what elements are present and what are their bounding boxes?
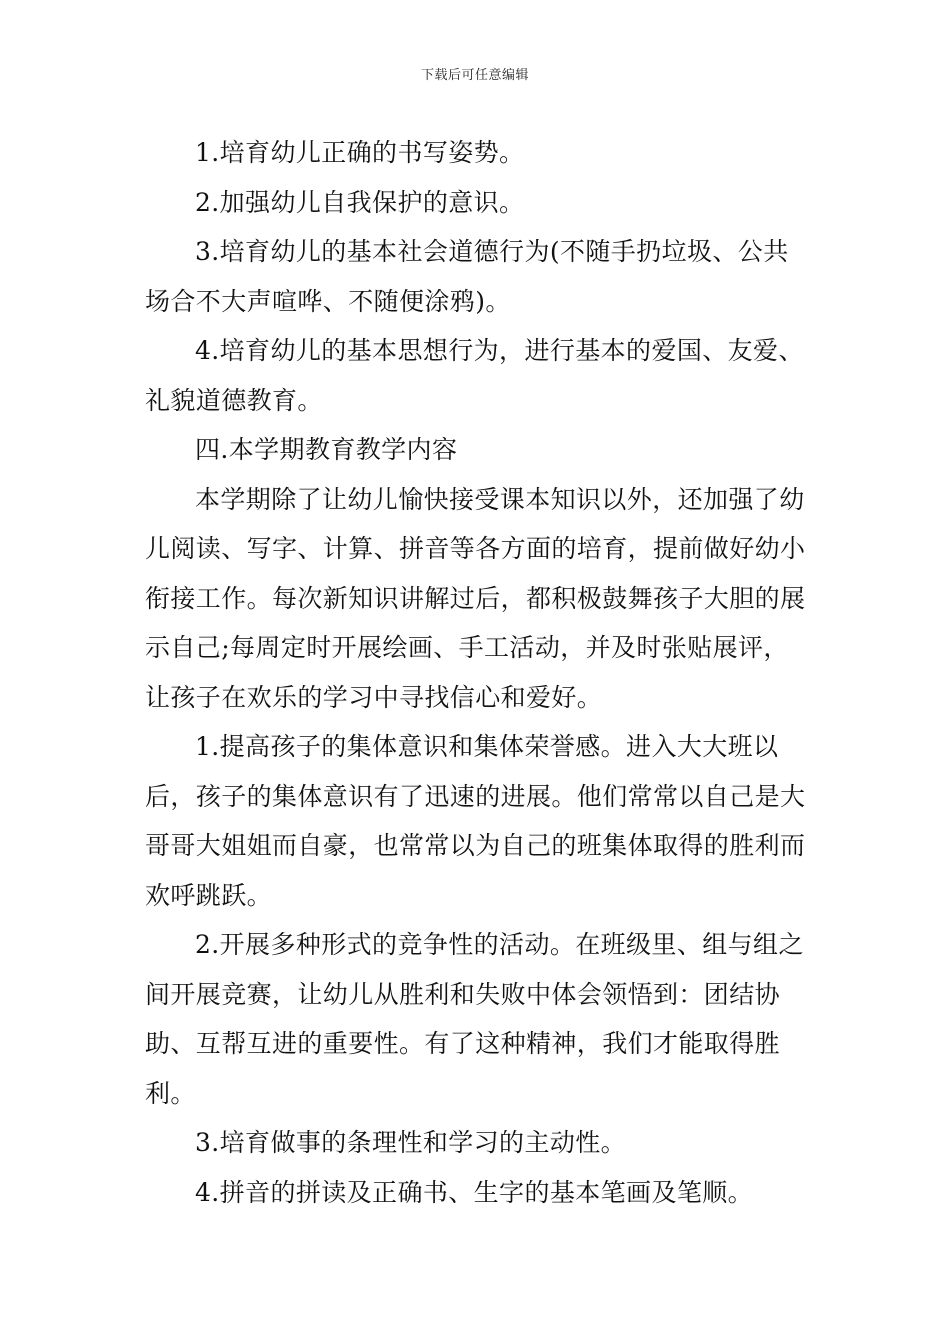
paragraph: 3.培育做事的条理性和学习的主动性。	[195, 1128, 627, 1157]
paragraph: 3.培育幼儿的基本社会道德行为(不随手扔垃圾、公共场合不大声喧哗、不随便涂鸦)。	[145, 237, 789, 316]
paragraph: 1.提高孩子的集体意识和集体荣誉感。进入大大班以后，孩子的集体意识有了迅速的进展。他们常常以自己是大哥哥大姐姐而自豪，也常常以为自己的班集体取得的胜利而欢呼跳跃。	[145, 732, 806, 910]
document-body	[145, 128, 810, 1217]
paragraph: 4.拼音的拼读及正确书、生字的基本笔画及笔顺。	[195, 1177, 754, 1207]
paragraph: 4.培育幼儿的基本思想行为，进行基本的爱国、友爱、礼貌道德教育。	[145, 336, 804, 415]
header-note: 下载后可任意编辑	[420, 68, 529, 83]
paragraph: 2.加强幼儿自我保护的意识。	[195, 187, 525, 217]
section-heading: 四.本学期教育教学内容	[195, 435, 458, 464]
paragraph: 2.开展多种形式的竞争性的活动。在班级里、组与组之间开展竞赛，让幼儿从胜利和失败中体会领悟到：团结协助、互帮互进的重要性。有了这种精神，我们才能取得胜利。	[145, 930, 804, 1108]
paragraph: 1.培育幼儿正确的书写姿势。	[195, 138, 525, 167]
paragraph: 本学期除了让幼儿愉快接受课本知识以外，还加强了幼儿阅读、写字、计算、拼音等各方面的培育，提前做好幼小衔接工作。每次新知识讲解过后，都积极鼓舞孩子大胆的展示自己;每周定时开展绘画、手工活动，并及时张贴展评，让孩子在欢乐的学习中寻找信心和爱好。	[145, 484, 806, 712]
